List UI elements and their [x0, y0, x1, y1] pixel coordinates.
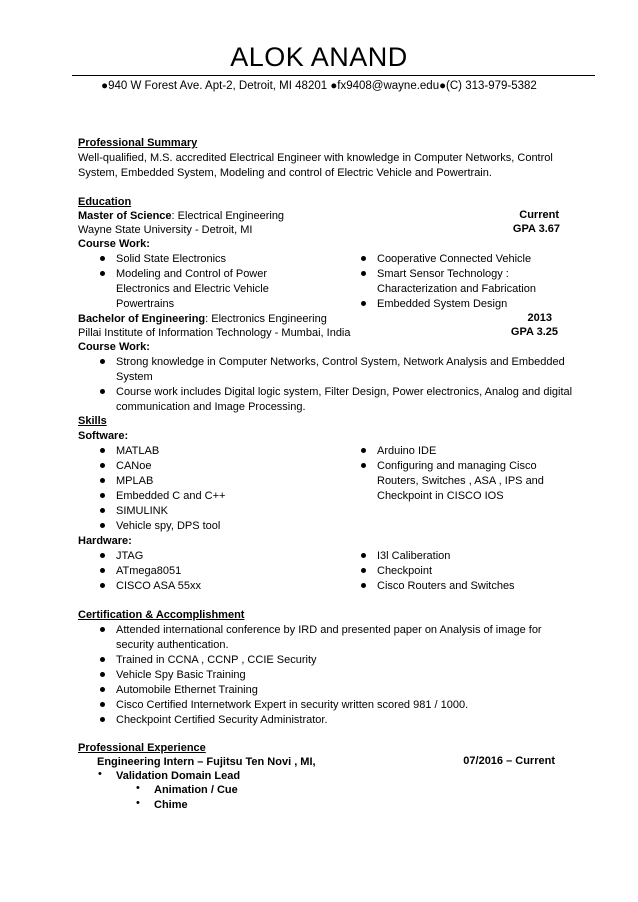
bullet-dot [100, 493, 105, 498]
software-label: Software: [78, 430, 129, 442]
be-degree-label: Bachelor of Engineering [78, 313, 206, 325]
coursework-label: Course Work: [78, 341, 150, 353]
summary-line: System, Embedded System, Modeling and control of Electric Vehicle and Powertrain. [78, 167, 492, 179]
skill-item: MPLAB [116, 475, 154, 487]
ms-degree [78, 209, 284, 223]
skill-item: JTAG [116, 550, 144, 562]
course-item: Smart Sensor Technology : [377, 268, 509, 280]
bullet-dot [100, 702, 105, 707]
bullet-dot [100, 478, 105, 483]
bullet-glyph: • [136, 782, 140, 794]
contact-line: ●940 W Forest Ave. Apt-2, Detroit, MI 48201 ●fx9408@wayne.edu●(C) 313-979-5382 [101, 80, 537, 92]
education-heading: Education [78, 196, 132, 208]
summary-line: Well-qualified, M.S. accredited Electrical Engineer with knowledge in Computer Networks, Control [78, 152, 553, 164]
cert-item: Checkpoint Certified Security Administrator. [116, 714, 328, 726]
summary-heading: Professional Summary [78, 137, 198, 149]
course-item: Embedded System Design [377, 298, 508, 310]
bullet-dot [100, 553, 105, 558]
cert-item: Attended international conference by IRD and presented paper on Analysis of image for [116, 624, 542, 636]
course-item: Course work includes Digital logic system, Filter Design, Power electronics, Analog and digital [116, 386, 573, 398]
bullet-dot [100, 256, 105, 261]
skill-item: Checkpoint [377, 565, 433, 577]
bullet-dot [361, 448, 366, 453]
skill-item: Arduino IDE [377, 445, 437, 457]
ms-degree-label: Master of Science [78, 210, 172, 222]
bullet-dot [361, 301, 366, 306]
skill-item: CANoe [116, 460, 152, 472]
bullet-dot [100, 508, 105, 513]
skills-heading: Skills [78, 415, 107, 427]
header-divider [72, 75, 595, 76]
course-item-cont: System [116, 371, 153, 383]
bullet-dot [100, 627, 105, 632]
bullet-dot [100, 568, 105, 573]
bullet-glyph: • [136, 797, 140, 809]
bullet-dot [100, 448, 105, 453]
cert-item: Automobile Ethernet Training [116, 684, 258, 696]
bullet-dot [100, 359, 105, 364]
skill-item: ATmega8051 [116, 565, 182, 577]
bullet-dot [361, 463, 366, 468]
course-item: Modeling and Control of Power [116, 268, 268, 280]
bullet-dot [100, 717, 105, 722]
certification-heading: Certification & Accomplishment [78, 609, 245, 621]
skill-item: Vehicle spy, DPS tool [116, 520, 221, 532]
experience-role: Engineering Intern – Fujitsu Ten Novi , MI, [97, 756, 316, 768]
bullet-dot [100, 523, 105, 528]
course-item-cont: Powertrains [116, 298, 175, 310]
skill-item: SIMULINK [116, 505, 168, 517]
be-degree [78, 312, 327, 326]
cert-item: Cisco Certified Internetwork Expert in security written scored 981 / 1000. [116, 699, 469, 711]
course-item: Strong knowledge in Computer Networks, Control System, Network Analysis and Embedded [116, 356, 565, 368]
course-item-cont: communication and Image Processing. [116, 401, 306, 413]
skill-item: Configuring and managing Cisco [377, 460, 537, 472]
cert-item: Trained in CCNA , CCNP , CCIE Security [116, 654, 317, 666]
bullet-dot [361, 271, 366, 276]
course-item: Solid State Electronics [116, 253, 227, 265]
skill-item: CISCO ASA 55xx [116, 580, 201, 592]
skill-item: MATLAB [116, 445, 160, 457]
coursework-label: Course Work: [78, 238, 150, 250]
bullet-dot [100, 463, 105, 468]
bullet-dot [100, 389, 105, 394]
skill-item: Cisco Routers and Switches [377, 580, 515, 592]
be-year: 2013 [527, 312, 552, 324]
skill-item: Embedded C and C++ [116, 490, 226, 502]
experience-subitem: Chime [154, 799, 188, 811]
bullet-dot [361, 583, 366, 588]
cert-item: Vehicle Spy Basic Training [116, 669, 246, 681]
skill-item: I3l Caliberation [377, 550, 451, 562]
experience-heading: Professional Experience [78, 742, 206, 754]
bullet-glyph: • [98, 768, 102, 780]
be-degree-field: : Electronics Engineering [205, 313, 327, 325]
be-school: Pillai Institute of Information Technology - Mumbai, India [78, 327, 351, 339]
course-item: Cooperative Connected Vehicle [377, 253, 532, 265]
skill-item-cont: Checkpoint in CISCO IOS [377, 490, 504, 502]
bullet-dot [361, 553, 366, 558]
bullet-dot [100, 672, 105, 677]
ms-degree-field: : Electrical Engineering [171, 210, 285, 222]
ms-school: Wayne State University - Detroit, MI [78, 224, 253, 236]
course-item-cont: Electronics and Electric Vehicle [116, 283, 269, 295]
experience-subitem: Animation / Cue [154, 784, 238, 796]
hardware-label: Hardware: [78, 535, 132, 547]
ms-gpa: GPA 3.67 [512, 223, 560, 235]
ms-status: Current [519, 209, 559, 221]
experience-dates: 07/2016 – Current [463, 755, 555, 767]
course-item-cont: Characterization and Fabrication [377, 283, 536, 295]
bullet-dot [100, 271, 105, 276]
candidate-name: ALOK ANAND [230, 42, 408, 72]
bullet-dot [100, 583, 105, 588]
bullet-dot [361, 256, 366, 261]
experience-domain: Validation Domain Lead [116, 770, 241, 782]
bullet-dot [100, 657, 105, 662]
bullet-dot [100, 687, 105, 692]
bullet-dot [361, 568, 366, 573]
skill-item-cont: Routers, Switches , ASA , IPS and [377, 475, 544, 487]
be-gpa: GPA 3.25 [510, 326, 558, 338]
cert-item-cont: security authentication. [116, 639, 229, 651]
